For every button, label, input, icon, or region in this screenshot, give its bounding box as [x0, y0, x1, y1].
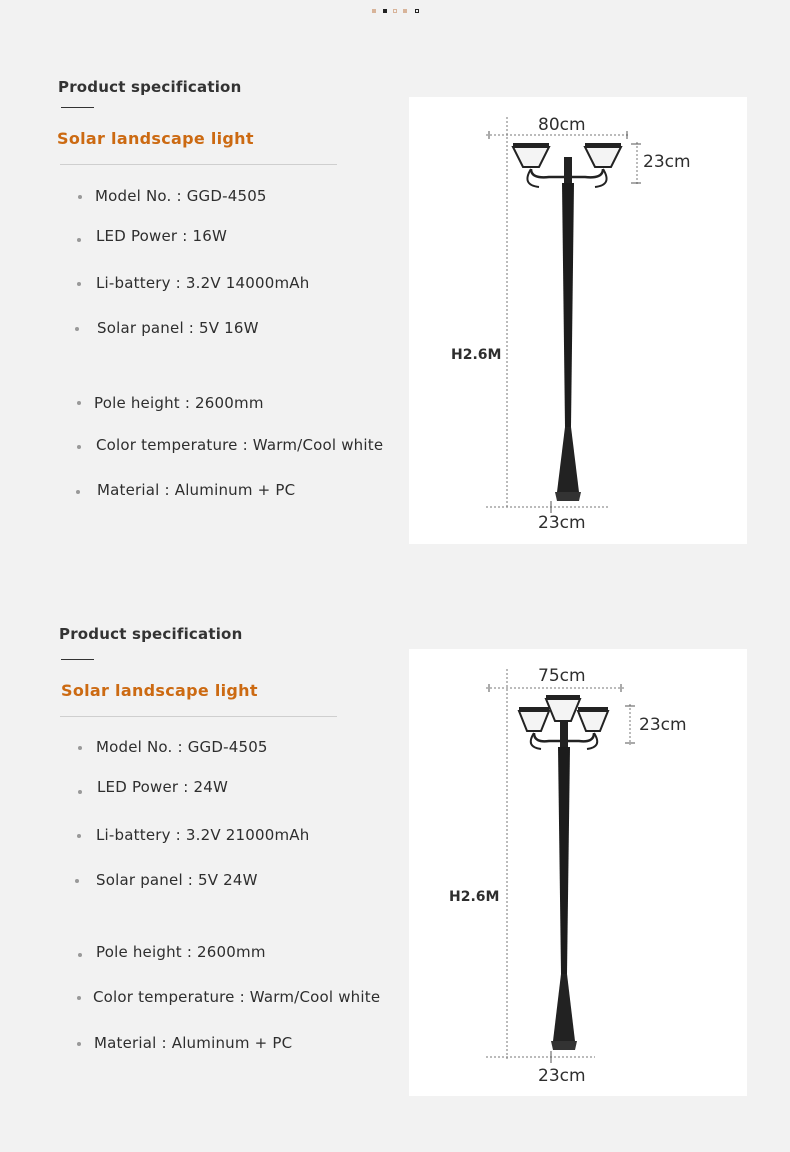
spec-solar-panel: Solar panel : 5V 16W [97, 319, 259, 337]
spec-color-temperature: Color temperature : Warm/Cool white [96, 436, 384, 454]
spec-battery: Li-battery : 3.2V 14000mAh [96, 274, 310, 292]
carousel-dot[interactable] [393, 9, 397, 13]
bullet-icon [77, 445, 81, 449]
section-heading: Product specification [58, 78, 242, 96]
product-subtitle: Solar landscape light [61, 681, 258, 700]
head-height-dimension-label: 23cm [639, 715, 687, 735]
height-dimension-label: H2.6M [449, 889, 500, 905]
bullet-icon [77, 282, 81, 286]
spec-pole-height: Pole height : 2600mm [94, 394, 264, 412]
height-dimension-label: H2.6M [451, 347, 502, 363]
bullet-icon [75, 327, 79, 331]
pole-icon [562, 183, 574, 427]
bullet-icon [78, 790, 82, 794]
width-dimension-label: 80cm [538, 115, 586, 135]
spec-pole-height: Pole height : 2600mm [96, 943, 266, 961]
product-image-dimensions [409, 97, 747, 544]
bullet-icon [77, 834, 81, 838]
bullet-icon [78, 746, 82, 750]
carousel-dot[interactable] [372, 9, 376, 13]
lamp-illustration [409, 649, 747, 1096]
base-dimension-label: 23cm [538, 1066, 586, 1086]
bullet-icon [78, 953, 82, 957]
carousel-dot[interactable] [415, 9, 419, 13]
spec-material: Material : Aluminum + PC [94, 1034, 293, 1052]
spec-material: Material : Aluminum + PC [97, 481, 296, 499]
lamp-illustration [409, 97, 747, 544]
bullet-icon [78, 195, 82, 199]
head-height-dimension-label: 23cm [643, 152, 691, 172]
spec-led-power: LED Power : 24W [97, 778, 229, 796]
section-divider [60, 716, 337, 717]
carousel-dot-active[interactable] [383, 9, 387, 13]
pole-icon [558, 747, 570, 974]
product-subtitle: Solar landscape light [57, 129, 254, 148]
bullet-icon [77, 1042, 81, 1046]
spec-solar-panel: Solar panel : 5V 24W [96, 871, 258, 889]
bullet-icon [77, 996, 81, 1000]
base-dimension-label: 23cm [538, 513, 586, 533]
carousel-indicator [372, 9, 422, 15]
bullet-icon [75, 879, 79, 883]
bullet-icon [77, 401, 81, 405]
spec-battery: Li-battery : 3.2V 21000mAh [96, 826, 310, 844]
product-image-dimensions [409, 649, 747, 1096]
heading-underline [61, 107, 94, 108]
heading-underline [61, 659, 94, 660]
spec-model: Model No. : GGD-4505 [96, 738, 268, 756]
bullet-icon [77, 238, 81, 242]
section-heading: Product specification [59, 625, 243, 643]
spec-model: Model No. : GGD-4505 [95, 187, 267, 205]
section-divider [60, 164, 337, 165]
width-dimension-label: 75cm [538, 666, 586, 686]
spec-led-power: LED Power : 16W [96, 227, 228, 245]
bullet-icon [76, 490, 80, 494]
carousel-dot[interactable] [403, 9, 407, 13]
spec-color-temperature: Color temperature : Warm/Cool white [93, 988, 381, 1006]
